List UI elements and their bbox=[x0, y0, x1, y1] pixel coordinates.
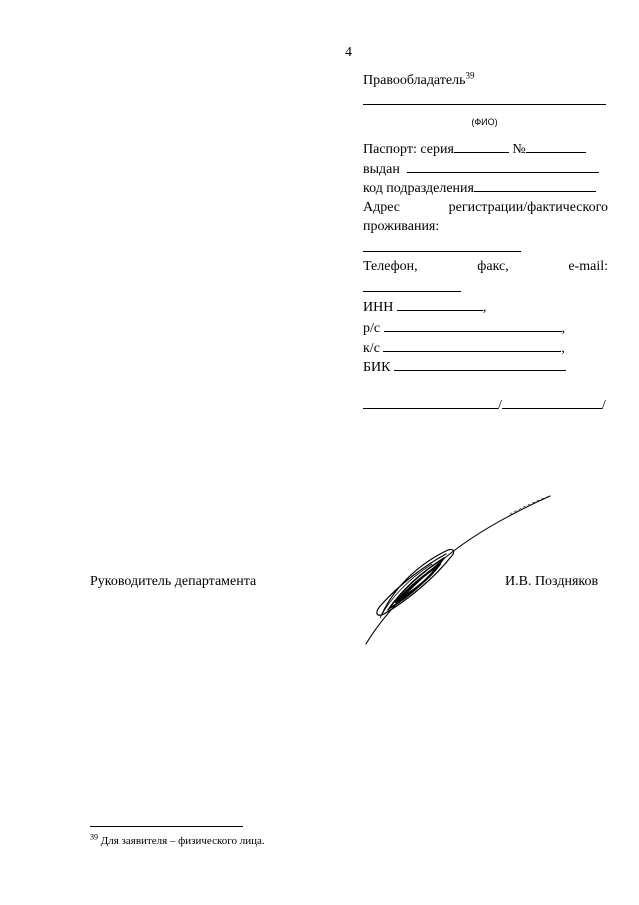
separator-2: / bbox=[601, 398, 606, 413]
signatory-name: И.В. Поздняков bbox=[505, 574, 599, 589]
phone-label: Телефон, bbox=[363, 259, 418, 274]
address-line bbox=[363, 251, 521, 252]
issued-row bbox=[363, 160, 608, 179]
holder-title bbox=[363, 72, 475, 90]
passport-label: Паспорт: bbox=[363, 142, 417, 157]
division-code-line bbox=[474, 179, 596, 192]
passport-row bbox=[363, 140, 608, 159]
separator-1: / bbox=[498, 398, 502, 413]
page-number: 4 bbox=[345, 45, 352, 60]
bik-label: БИК bbox=[363, 360, 391, 375]
inn-line bbox=[397, 298, 483, 311]
rs-row: р/с , bbox=[363, 321, 566, 336]
address-word-1: Адрес bbox=[363, 200, 401, 215]
fio-caption: (ФИО) bbox=[471, 117, 498, 127]
footnote bbox=[90, 834, 265, 848]
bik-line bbox=[394, 358, 566, 371]
division-code-label: код подразделения bbox=[363, 181, 474, 196]
holder-name-line bbox=[502, 396, 602, 409]
rs-line bbox=[384, 319, 562, 332]
inn-row: ИНН , bbox=[363, 300, 487, 315]
number-line bbox=[526, 140, 586, 153]
holder-footnote-ref: 39 bbox=[465, 70, 475, 81]
address-row-2 bbox=[363, 218, 608, 236]
footnote-separator bbox=[90, 826, 243, 827]
ks-row: к/с , bbox=[363, 341, 565, 356]
fio-line bbox=[363, 104, 606, 105]
series-label: серия bbox=[420, 142, 454, 157]
ks-line bbox=[383, 339, 561, 352]
ks-label: к/с bbox=[363, 341, 380, 356]
bik-row bbox=[363, 358, 608, 377]
address-word-2: регистрации/фактического bbox=[448, 200, 608, 215]
issued-line bbox=[407, 160, 599, 173]
rs-label: р/с bbox=[363, 321, 381, 336]
address-row bbox=[363, 199, 608, 217]
contacts-line bbox=[363, 291, 461, 292]
email-label: e-mail: bbox=[568, 259, 608, 274]
issued-label: выдан bbox=[363, 162, 400, 177]
holder-signature-line bbox=[363, 396, 498, 409]
handwritten-signature bbox=[360, 492, 555, 652]
signatory-position: Руководитель департамента bbox=[90, 574, 257, 589]
division-code-row bbox=[363, 179, 608, 198]
holder-title-text: Правообладатель bbox=[363, 73, 466, 88]
inn-label: ИНН bbox=[363, 300, 394, 315]
series-line bbox=[454, 140, 509, 153]
holder-signature-row bbox=[363, 396, 608, 415]
footnote-number: 39 bbox=[90, 832, 98, 842]
address-word-3: проживания: bbox=[363, 219, 440, 234]
number-label: № bbox=[512, 142, 526, 157]
footnote-text: Для заявителя – физического лица. bbox=[100, 835, 265, 847]
fax-label: факс, bbox=[477, 259, 509, 274]
contacts-row bbox=[363, 258, 608, 276]
